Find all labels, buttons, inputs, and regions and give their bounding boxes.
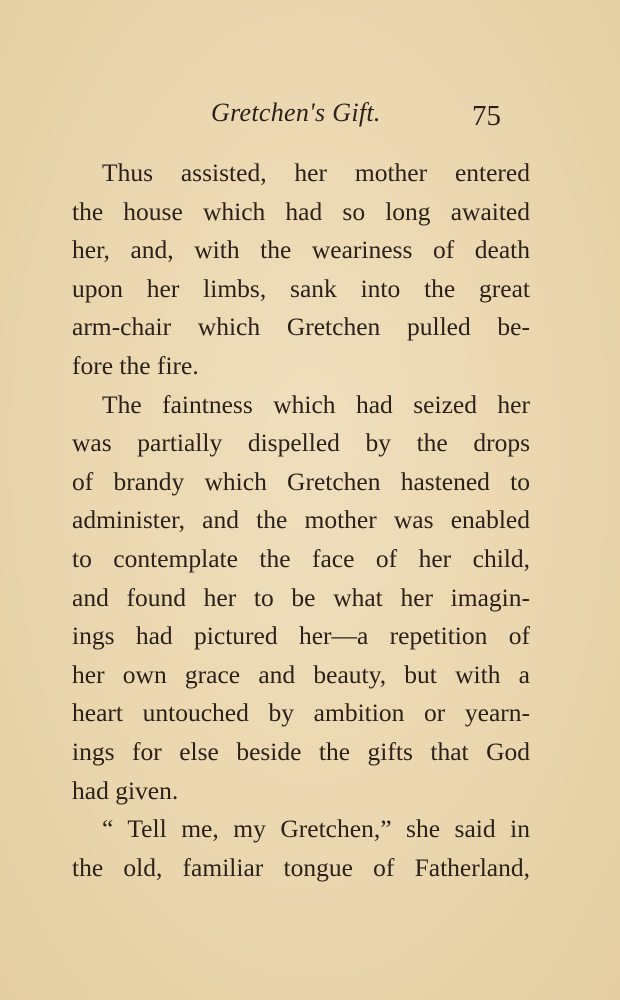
- text-line: fore the fire.: [72, 350, 199, 380]
- text-line: Thus assisted, her mother entered: [102, 158, 530, 187]
- text-line: to contemplate the face of her child,: [72, 543, 530, 573]
- text-line: ings had pictured her—a repetition of: [72, 621, 530, 651]
- body-text: [72, 154, 530, 887]
- text-line: heart untouched by ambition or yearn-: [72, 698, 530, 728]
- text-line: her, and, with the weariness of death: [72, 235, 530, 265]
- text-line: administer, and the mother was enabled: [72, 505, 530, 535]
- text-line: the old, familiar tongue of Fatherland,: [72, 852, 530, 882]
- text-line: and found her to be what her imagin-: [72, 582, 530, 612]
- text-line: of brandy which Gretchen hastened to: [72, 466, 530, 496]
- page-number: 75: [472, 100, 501, 132]
- text-line: was partially dispelled by the drops: [72, 428, 530, 458]
- text-line: upon her limbs, sank into the great: [72, 273, 530, 303]
- text-line: had given.: [72, 775, 179, 805]
- text-line: her own grace and beauty, but with a: [72, 659, 530, 689]
- text-line: The faintness which had seized her: [102, 389, 530, 419]
- running-head-title: Gretchen's Gift.: [211, 98, 381, 127]
- text-line: ings for else beside the gifts that God: [72, 736, 530, 766]
- running-head: [0, 96, 620, 136]
- text-line: the house which had so long awaited: [72, 196, 530, 226]
- text-line: arm-chair which Gretchen pulled be-: [72, 312, 530, 342]
- text-line: “ Tell me, my Gretchen,” she said in: [102, 814, 530, 844]
